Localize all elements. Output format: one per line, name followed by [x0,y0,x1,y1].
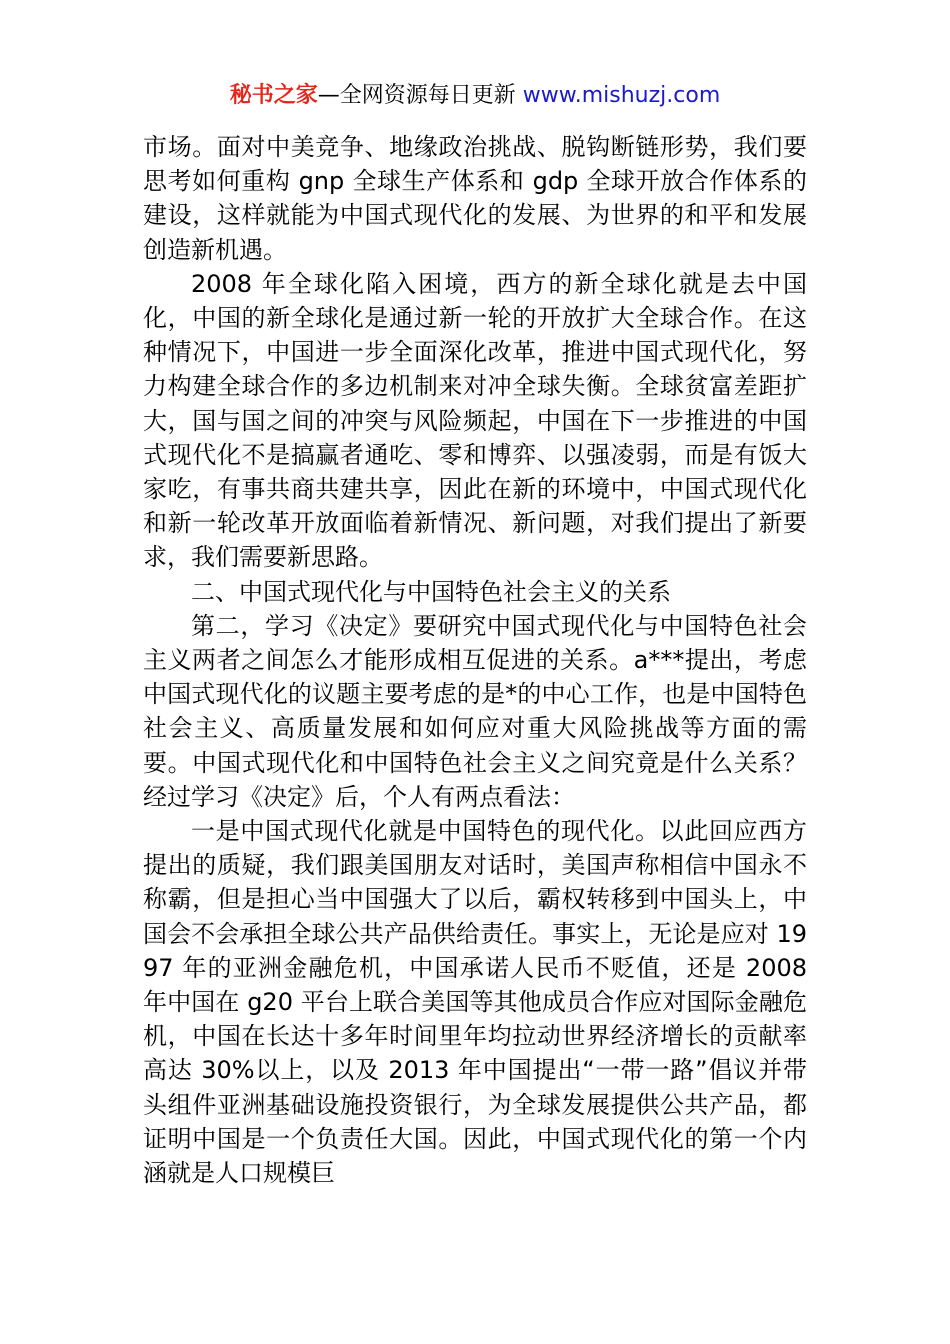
paragraph-continuation: 市场。面对中美竞争、地缘政治挑战、脱钩断链形势，我们要思考如何重构 gnp 全球生产体系和 gdp 全球开放合作体系的建设，这样就能为中国式现代化的发展、为世界的和平和发展创造新机遇。 [143,133,807,264]
site-brand: 秘书之家 [229,83,318,108]
site-header [0,80,950,112]
paragraph-second: 第二，学习《决定》要研究中国式现代化与中国特色社会主义两者之间怎么才能形成相互促进的关系。a***提出，考虑中国式现代化的议题主要考虑的是*的中心工作，也是中国特色社会主义、高质量发展和如何应对重大风险挑战等方面的需要。中国式现代化和中国特色社会主义之间究竟是什么关系？经过学习《决定》后，个人有两点看法： [143,611,807,811]
paragraph-first-point: 一是中国式现代化就是中国特色的现代化。以此回应西方提出的质疑，我们跟美国朋友对话时，美国声称相信中国永不称霸，但是担心当中国强大了以后，霸权转移到中国头上，中国会不会承担全球公共产品供给责任。事实上，无论是应对 1997 年的亚洲金融危机，中国承诺人民币不贬值，还是 2008 年中国在 g20 平台上联合美国等其他成员合作应对国际金融危机，中国在长达十多年时间里年均拉动世界经济增长的贡献率高达 30%以上，以及 2013 年中国提出“一带一路”倡议并带头组件亚洲基础设施投资银行，为全球发展提供公共产品，都证明中国是一个负责任大国。因此，中国式现代化的第一个内涵就是人口规模巨 [143,817,807,1188]
site-url-link[interactable]: www.mishuzj.com [522,83,721,108]
site-tagline: —全网资源每日更新 [317,83,516,108]
section-heading: 二、中国式现代化与中国特色社会主义的关系 [191,577,671,606]
document-body [143,130,807,1190]
paragraph-globalization: 2008 年全球化陷入困境，西方的新全球化就是去中国化，中国的新全球化是通过新一轮的开放扩大全球合作。在这种情况下，中国进一步全面深化改革，推进中国式现代化，努力构建全球合作的多边机制来对冲全球失衡。全球贫富差距扩大，国与国之间的冲突与风险频起，中国在下一步推进的中国式现代化不是搞赢者通吃、零和博弈、以强凌弱，而是有饭大家吃，有事共商共建共享，因此在新的环境中，中国式现代化和新一轮改革开放面临着新情况、新问题，对我们提出了新要求，我们需要新思路。 [143,269,807,572]
